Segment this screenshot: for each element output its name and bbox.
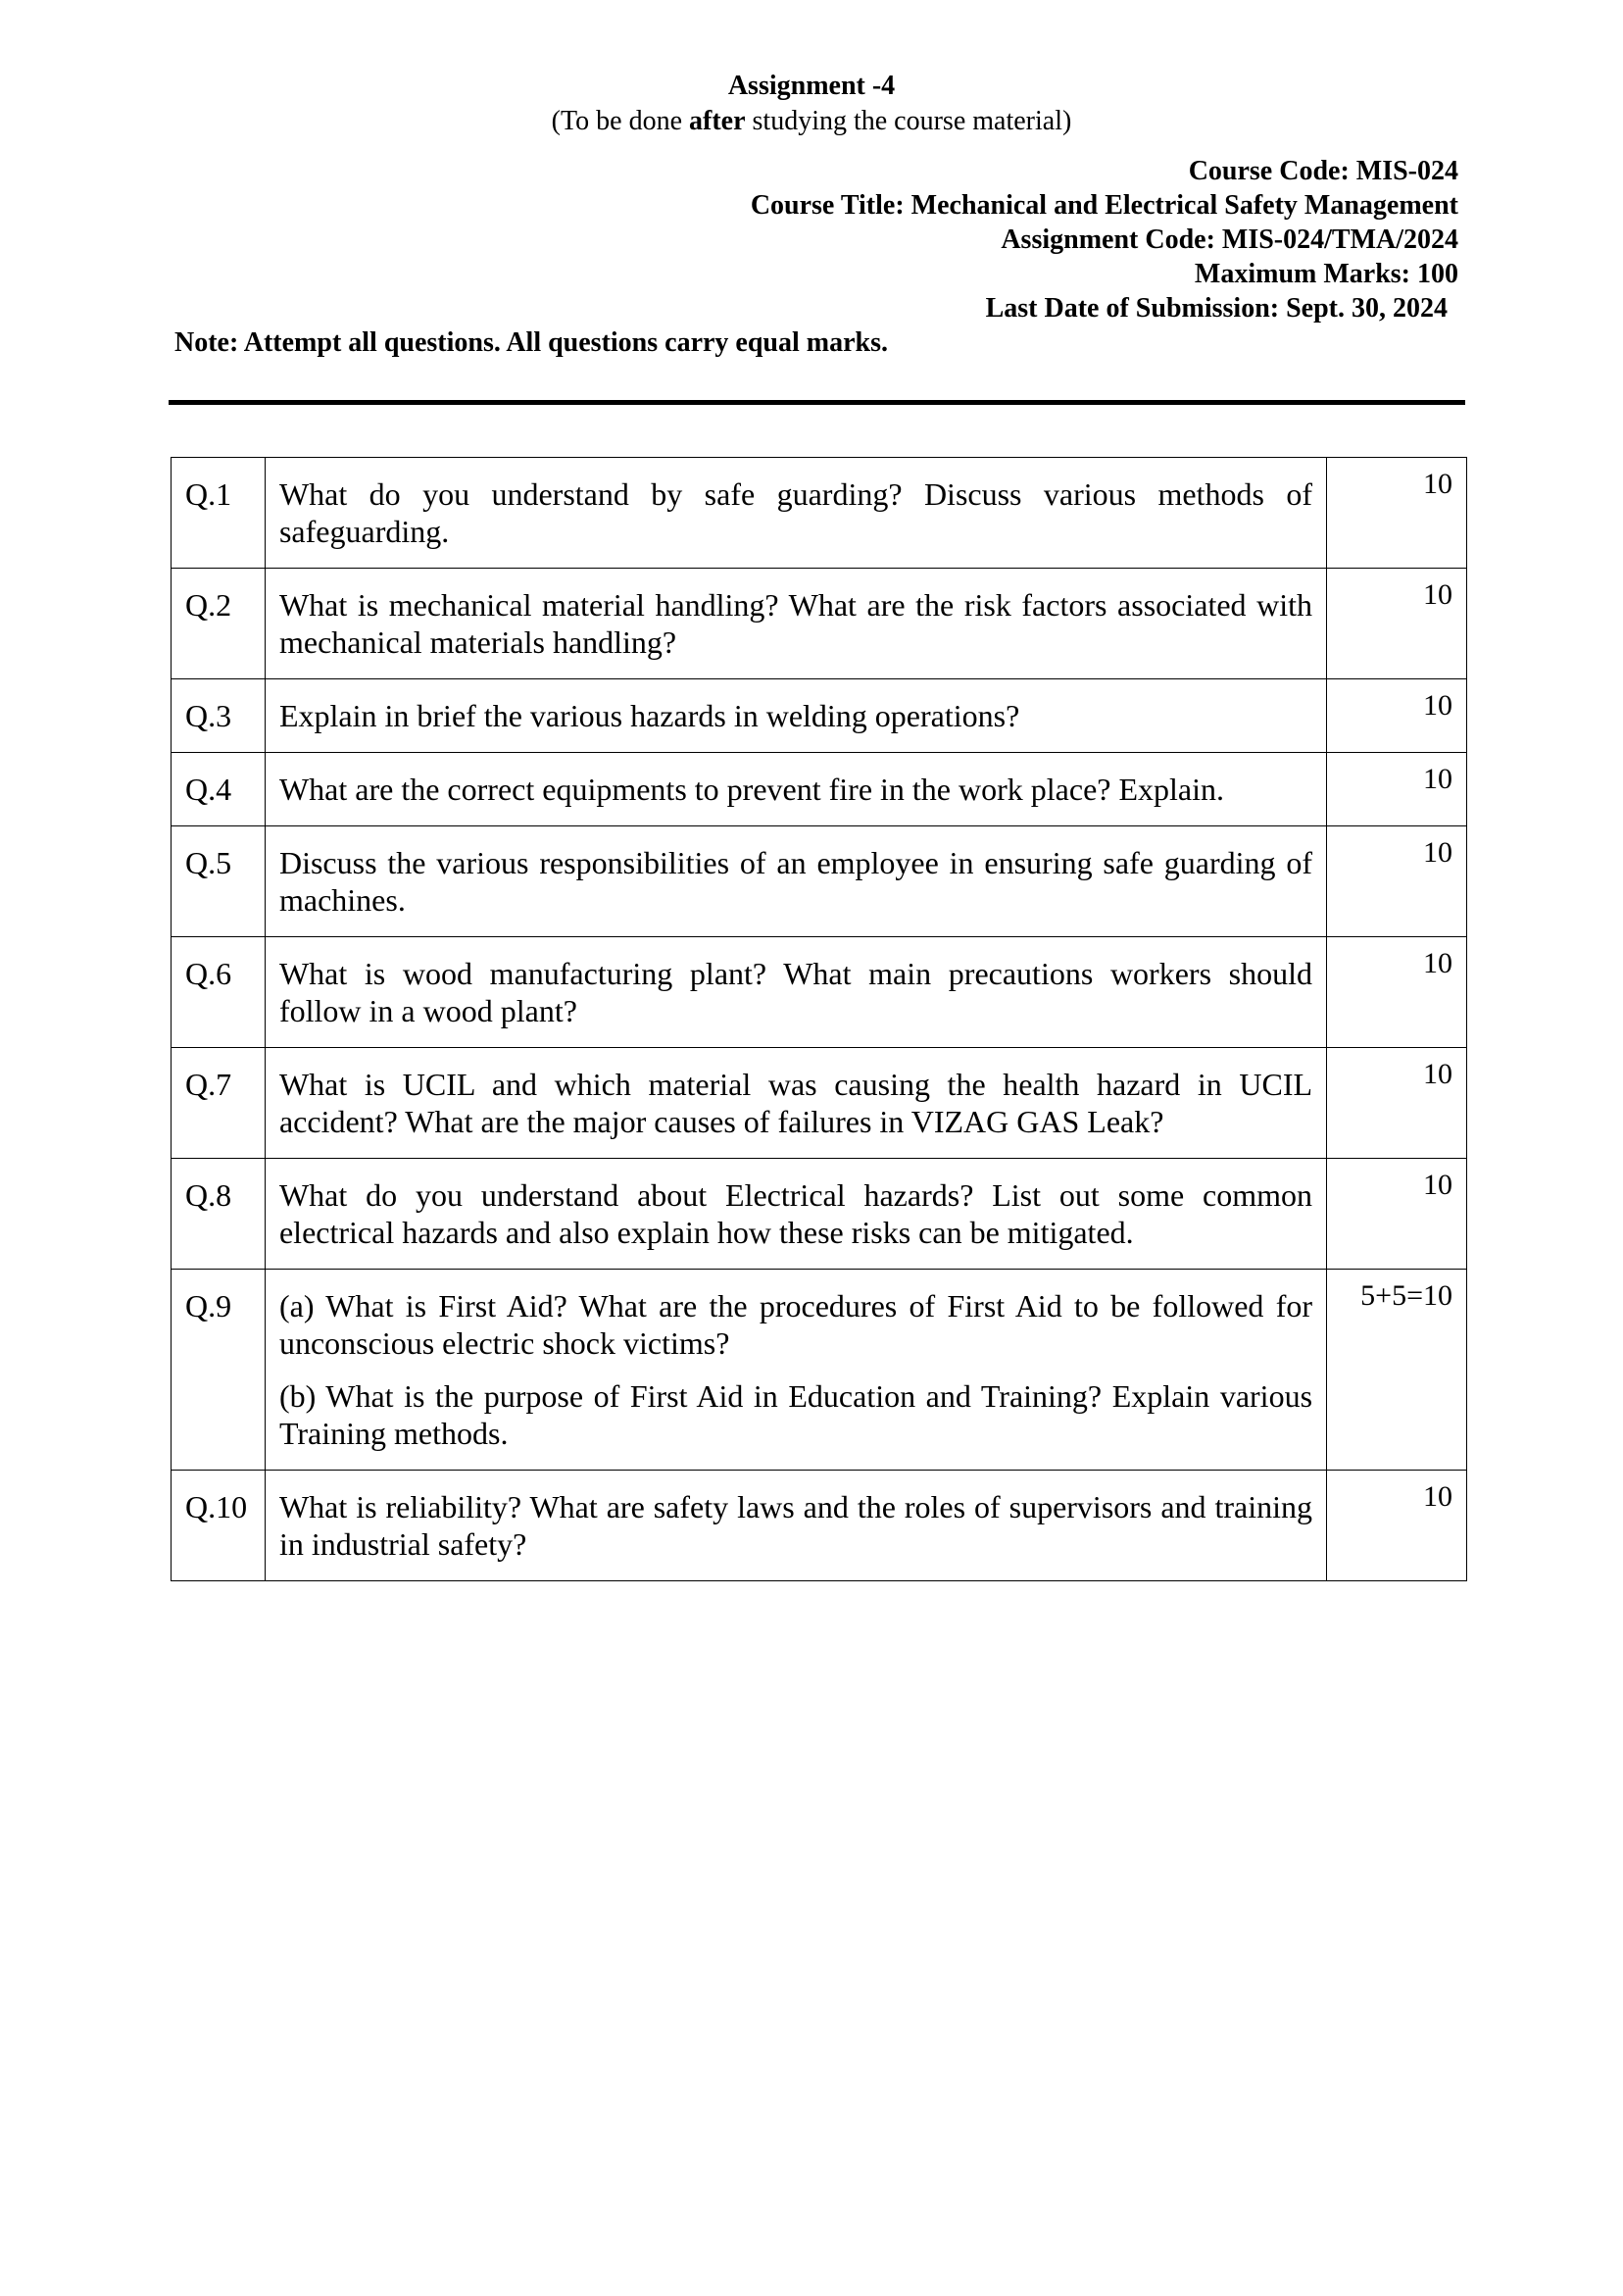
question-number: Q.10 <box>172 1471 266 1581</box>
question-number: Q.8 <box>172 1159 266 1270</box>
question-text: What are the correct equipments to prevent fire in the work place? Explain. <box>278 772 1224 807</box>
course-code: Course Code: MIS-024 <box>1188 156 1458 186</box>
question-text: What do you understand by safe guarding? Discuss various methods of safeguarding. <box>278 476 1313 549</box>
question-number: Q.5 <box>172 826 266 937</box>
question-row <box>172 937 1467 1048</box>
question-number: Q.9 <box>172 1270 266 1471</box>
question-row <box>172 1048 1467 1159</box>
question-text-cell <box>265 937 1326 1048</box>
question-text-cell <box>265 569 1326 679</box>
question-number: Q.6 <box>172 937 266 1048</box>
question-text: Explain in brief the various hazards in welding operations? <box>278 698 1020 733</box>
question-text-cell <box>265 1270 1326 1471</box>
question-text-cell <box>265 1159 1326 1270</box>
question-text-cell <box>265 458 1326 569</box>
question-text: What is reliability? What are safety laws and the roles of supervisors and training in industrial safety? <box>278 1489 1313 1562</box>
maximum-marks: Maximum Marks: 100 <box>1194 259 1458 289</box>
course-title: Course Title: Mechanical and Electrical Safety Management <box>750 190 1458 221</box>
question-number: Q.2 <box>172 569 266 679</box>
question-text-cell <box>265 679 1326 753</box>
question-marks: 10 <box>1327 826 1467 937</box>
question-text: What is wood manufacturing plant? What main precautions workers should follow in a wood plant? <box>278 956 1313 1028</box>
assignment-title: Assignment -4 <box>727 71 896 101</box>
question-marks: 10 <box>1327 1159 1467 1270</box>
question-row <box>172 569 1467 679</box>
question-marks: 10 <box>1327 1471 1467 1581</box>
instructions-note: Note: Attempt all questions. All questions carry equal marks. <box>174 327 888 358</box>
questions-table <box>171 457 1467 1581</box>
question-row <box>172 458 1467 569</box>
header-divider <box>169 400 1465 405</box>
question-text: Discuss the various responsibilities of an employee in ensuring safe guarding of machines. <box>278 845 1313 918</box>
question-marks: 5+5=10 <box>1327 1270 1467 1471</box>
question-marks: 10 <box>1327 458 1467 569</box>
question-text-cell <box>265 1048 1326 1159</box>
question-marks: 10 <box>1327 569 1467 679</box>
question-marks: 10 <box>1327 753 1467 826</box>
subtitle-suffix: studying the course material) <box>745 106 1072 136</box>
questions-table-body <box>172 458 1467 1581</box>
question-row <box>172 1159 1467 1270</box>
question-text-cell <box>265 826 1326 937</box>
question-text-cell <box>265 1471 1326 1581</box>
question-number: Q.4 <box>172 753 266 826</box>
question-row <box>172 826 1467 937</box>
question-text: What is mechanical material handling? What are the risk factors associated with mechanical materials handling? <box>278 587 1313 660</box>
assignment-subtitle <box>0 104 1623 139</box>
question-row <box>172 679 1467 753</box>
question-row <box>172 1270 1467 1471</box>
question-text: What is UCIL and which material was causing the health hazard in UCIL accident? What are the major causes of failures in VIZAG GAS Leak? <box>278 1067 1313 1139</box>
question-text-cell <box>265 753 1326 826</box>
question-number: Q.7 <box>172 1048 266 1159</box>
question-text: What do you understand about Electrical hazards? List out some common electrical hazards and also explain how these risks can be mitigated. <box>278 1177 1313 1250</box>
question-text: (a) What is First Aid? What are the procedures of First Aid to be followed for unconscious electric shock victims? <box>278 1288 1313 1361</box>
question-marks: 10 <box>1327 937 1467 1048</box>
subtitle-prefix: (To be done <box>551 106 689 136</box>
last-date-of-submission: Last Date of Submission: Sept. 30, 2024 <box>985 293 1448 324</box>
question-row <box>172 1471 1467 1581</box>
subtitle-emphasis: after <box>689 106 746 136</box>
question-marks: 10 <box>1327 1048 1467 1159</box>
question-number: Q.1 <box>172 458 266 569</box>
question-row <box>172 753 1467 826</box>
assignment-code: Assignment Code: MIS-024/TMA/2024 <box>1001 225 1458 255</box>
question-marks: 10 <box>1327 679 1467 753</box>
question-text: (b) What is the purpose of First Aid in Education and Training? Explain various Training methods. <box>278 1378 1313 1451</box>
question-number: Q.3 <box>172 679 266 753</box>
